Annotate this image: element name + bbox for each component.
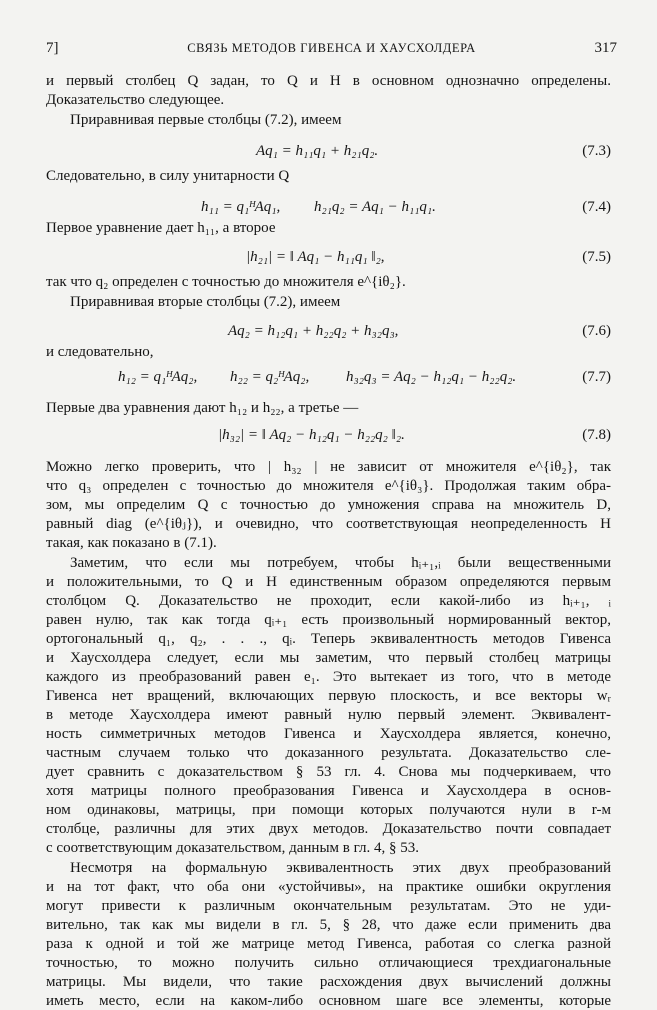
equation-formula: h₃₂q₃ = Aq₂ − h₁₂q₁ − h₂₂q₂. [346, 369, 517, 385]
text-line: хотя матрицы полного преобразования Гивенса и Хаусхолдера в основ- [46, 783, 611, 799]
text-line: ном одинаковы, матрицы, при помощи которых получаются нули в r-м [46, 802, 611, 818]
text-line: дует сравнить с доказательством § 53 гл. 4. Снова мы подчеркиваем, что [46, 764, 611, 780]
running-title: СВЯЗЬ МЕТОДОВ ГИВЕНСА И ХАУСХОЛДЕРА [187, 41, 476, 55]
text-line: вительно, так как мы видели в гл. 5, § 28, что даже если применить два [46, 917, 611, 933]
text-line: столбце, различны для этих двух методов. Доказательство почти совпадает [46, 821, 611, 837]
text-line: могут привести к различным окончательным результатам. Это не уди- [46, 898, 611, 914]
equation-7-7 [46, 366, 611, 388]
equation-formula: h₁₁ = q₁ᴴAq₁, [201, 199, 281, 215]
text-line: каждого из преобразований равен e₁. Это вытекает из того, что в методе [46, 669, 611, 685]
equation-number: (7.8) [582, 427, 611, 443]
equation-7-5 [46, 246, 611, 268]
text-line: матрицы. Мы видели, что такие расхождения двух вычислений должны [46, 974, 611, 990]
equation-formula: h₂₂ = q₂ᴴAq₂, [230, 369, 310, 385]
text-line: раза к одной и той же матрице метод Гивенса, работая со слегка разной [46, 936, 611, 952]
text-line: Первые два уравнения дают h₁₂ и h₂₂, а третье — [46, 400, 359, 416]
equation-7-6 [46, 320, 611, 342]
equation-formula: Aq₂ = h₁₂q₁ + h₂₂q₂ + h₃₂q₃, [228, 323, 399, 339]
text-line: Приравнивая вторые столбцы (7.2), имеем [70, 294, 341, 310]
text-line: ность симметричных методов Гивенса и Хаусхолдера является, конечно, [46, 726, 611, 742]
equation-number: (7.4) [582, 199, 611, 215]
text-line: и первый столбец Q задан, то Q и H в основном однозначно определены. [46, 73, 611, 89]
text-line: равен нулю, так как тогда qᵢ₊₁ есть произвольный нормированный вектор, [46, 612, 611, 628]
text-line: что q₃ определен с точностью до множителя e^{iθ₃}. Продолжая таким обра- [46, 478, 611, 494]
text-line: иметь место, если на каком-либо основном шаге все элементы, которые [46, 993, 611, 1009]
text-line: зом, мы определим Q с точностью до умножения справа на множитель D, [46, 497, 611, 513]
text-line: равный diag (e^{iθⱼ}), и очевидно, что соответствующая неопределенность H [46, 516, 611, 532]
text-line: Несмотря на формальную эквивалентность этих двух преобразований [70, 860, 611, 876]
equation-number: (7.3) [582, 143, 611, 159]
text-line: и положительными, то Q и H единственным образом определяются первым [46, 574, 611, 590]
equation-number: (7.6) [582, 323, 611, 339]
text-line: с соответствующим доказательством, данным в гл. 4, § 53. [46, 840, 419, 856]
equation-7-8 [46, 424, 611, 446]
equation-formula: |h₂₁| = ‖ Aq₁ − h₁₁q₁ ‖₂, [246, 249, 385, 265]
text-line: в методе Хаусхолдера имеют равный нулю первый элемент. Эквивалент- [46, 707, 611, 723]
text-line: точностью, то можно получить сильно отличающиеся трехдиагональные [46, 955, 611, 971]
text-line: Гивенса нет вращений, включающих первую плоскость, и все векторы wᵣ [46, 688, 611, 704]
text-line: Следовательно, в силу унитарности Q [46, 168, 290, 184]
equation-7-4 [46, 196, 611, 218]
text-line: столбцом Q. Доказательство не проходит, если какой-либо из hᵢ₊₁, ᵢ [46, 593, 611, 609]
text-line: Можно легко проверить, что | h₃₂ | не зависит от множителя e^{iθ₂}, так [46, 459, 611, 475]
chapter-number: 7] [46, 40, 59, 56]
equation-number: (7.5) [582, 249, 611, 265]
text-line: и следовательно, [46, 344, 154, 360]
text-line: Приравнивая первые столбцы (7.2), имеем [70, 112, 342, 128]
text-line: и на тот факт, что оба они «устойчивы», на практике ошибки округления [46, 879, 611, 895]
equation-formula: h₂₁q₂ = Aq₁ − h₁₁q₁. [314, 199, 436, 215]
equation-7-3 [46, 140, 611, 162]
text-line: так что q₂ определен с точностью до множителя e^{iθ₂}. [46, 274, 406, 290]
text-line: и Хаусхолдера следует, если мы заметим, что первый столбец матрицы [46, 650, 611, 666]
running-header [46, 40, 617, 62]
text-line: Первое уравнение дает h₁₁, а второе [46, 220, 276, 236]
text-line: ортогональный q₁, q₂, . . ., qᵢ. Теперь эквивалентность методов Гивенса [46, 631, 611, 647]
equation-number: (7.7) [582, 369, 611, 385]
text-line: частным случаем только что доказанного результата. Доказательство сле- [46, 745, 611, 761]
text-line: Доказательство следующее. [46, 92, 225, 108]
equation-formula: |h₃₂| = ‖ Aq₂ − h₁₂q₁ − h₂₂q₂ ‖₂. [218, 427, 405, 443]
text-line: Заметим, что если мы потребуем, чтобы hᵢ₊₁,ᵢ были вещественными [70, 555, 611, 571]
page-number: 317 [594, 40, 617, 56]
text-line: такая, как показано в (7.1). [46, 535, 217, 551]
equation-formula: h₁₂ = q₁ᴴAq₂, [118, 369, 198, 385]
equation-formula: Aq₁ = h₁₁q₁ + h₂₁q₂. [256, 143, 379, 159]
